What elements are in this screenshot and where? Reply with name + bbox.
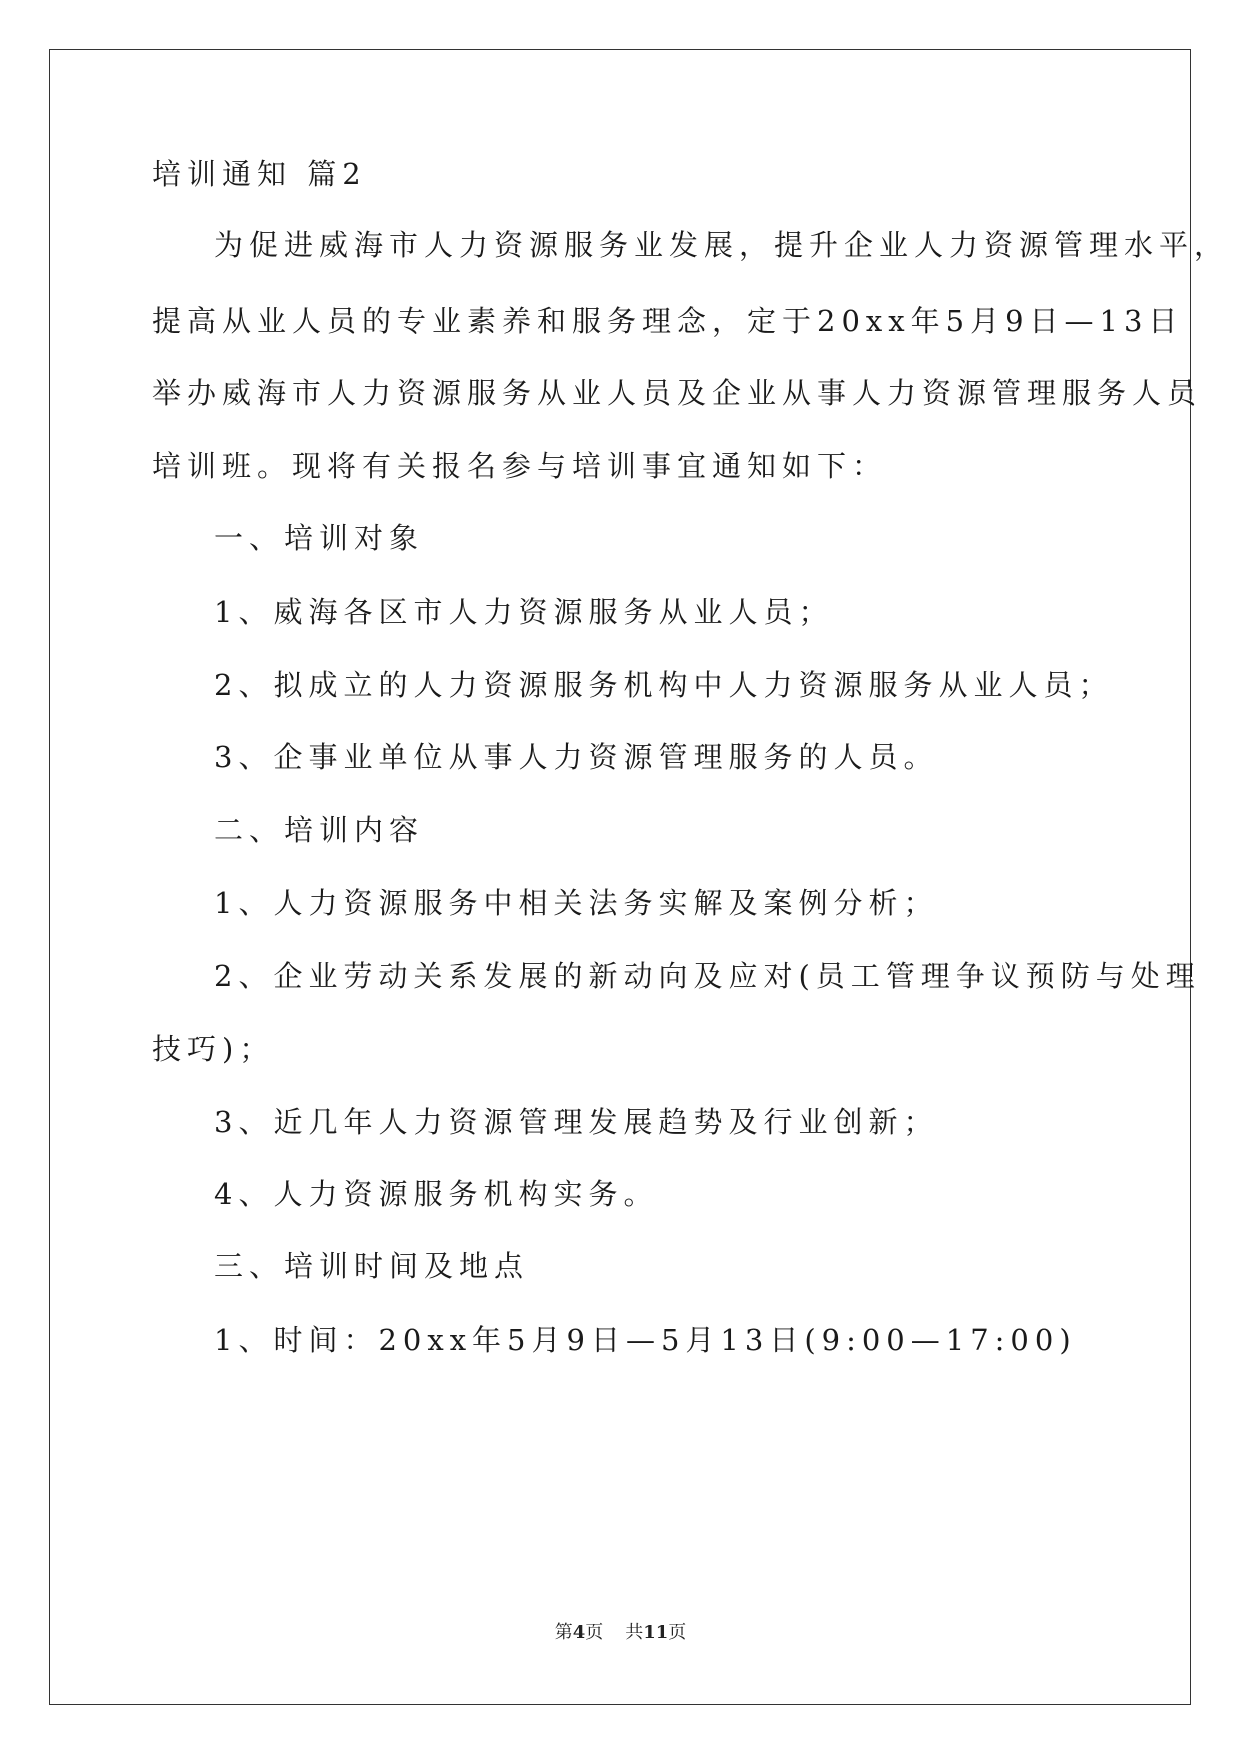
list-item: 2、企业劳动关系发展的新动向及应对(员工管理争议预防与处理 <box>214 959 1201 993</box>
paragraph-line: 举办威海市人力资源服务从业人员及企业从事人力资源管理服务人员 <box>152 376 1203 410</box>
paragraph-line: 提高从业人员的专业素养和服务理念，定于20xx年5月9日—13日 <box>152 304 1184 338</box>
list-item: 1、时间：20xx年5月9日—5月13日(9:00—17:00) <box>214 1323 1077 1357</box>
list-item-continuation: 技巧)； <box>152 1032 275 1066</box>
total-prefix: 共 <box>625 1622 644 1643</box>
page-current: 4 <box>572 1622 586 1643</box>
list-item: 4、人力资源服务机构实务。 <box>214 1177 659 1211</box>
page-border <box>49 49 1191 1705</box>
page-suffix: 页 <box>585 1622 604 1643</box>
list-item: 1、威海各区市人力资源服务从业人员； <box>214 595 834 629</box>
paragraph-line: 为促进威海市人力资源服务业发展，提升企业人力资源管理水平， <box>214 228 1230 262</box>
section-heading: 一、培训对象 <box>214 521 425 555</box>
page-prefix: 第 <box>554 1622 573 1643</box>
page-total: 11 <box>643 1622 669 1643</box>
document-heading: 培训通知 篇2 <box>152 157 367 191</box>
list-item: 1、人力资源服务中相关法务实解及案例分析； <box>214 886 939 920</box>
paragraph-line: 培训班。现将有关报名参与培训事宜通知如下： <box>152 449 888 483</box>
list-item: 3、企事业单位从事人力资源管理服务的人员。 <box>214 740 939 774</box>
total-suffix: 页 <box>668 1622 687 1643</box>
page-footer <box>0 1618 1241 1644</box>
list-item: 2、拟成立的人力资源服务机构中人力资源服务从业人员； <box>214 668 1114 702</box>
list-item: 3、近几年人力资源管理发展趋势及行业创新； <box>214 1105 939 1139</box>
section-heading: 二、培训内容 <box>214 813 425 847</box>
section-heading: 三、培训时间及地点 <box>214 1249 530 1283</box>
